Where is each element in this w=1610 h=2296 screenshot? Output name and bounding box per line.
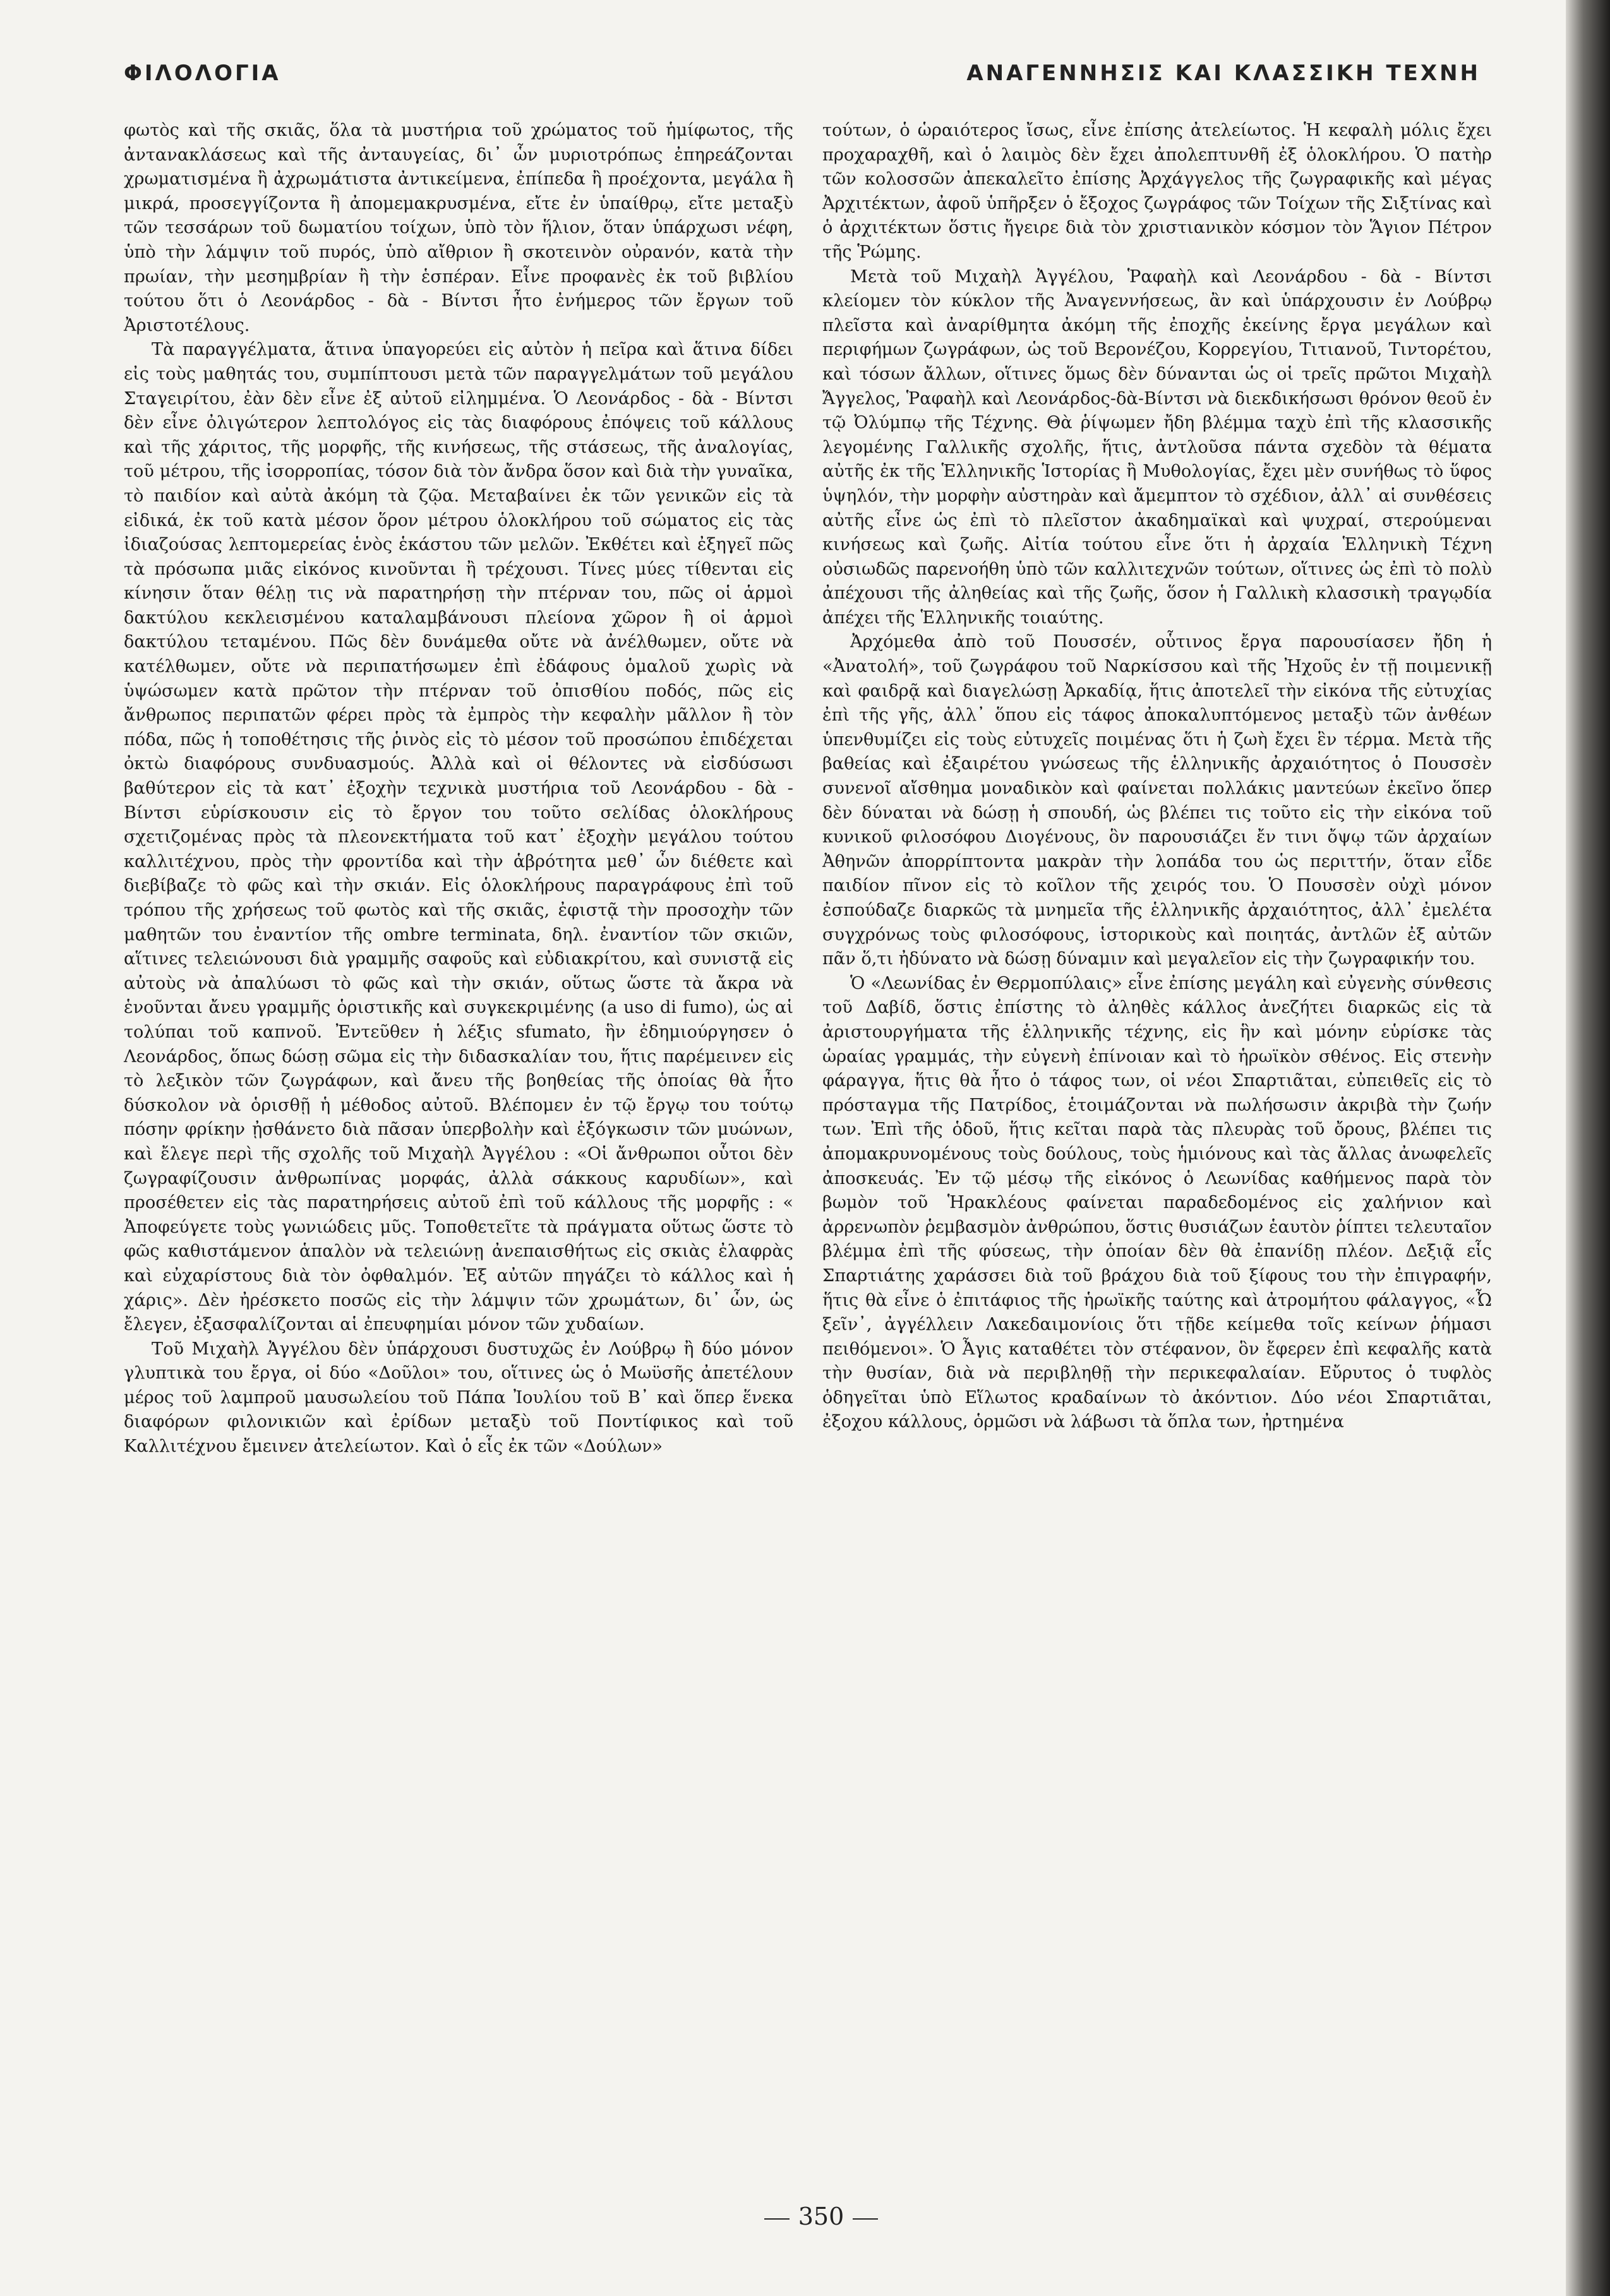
- left-column: [124, 119, 793, 1459]
- paragraph: Μετὰ τοῦ Μιχαὴλ Ἀγγέλου, Ῥαφαὴλ καὶ Λεονάρδου - δὰ - Βίντσι κλείομεν τὸν κύκλον τῆς Ἀναγεννήσεως, ἂν καὶ ὑπάρχουσιν ἐν Λούβρῳ πλεῖστα καὶ ἀναρίθμητα ἀκόμη τῆς ἐποχῆς ἐκείνης ἔργα μεγάλων καὶ περιφήμων ζωγράφων, ὡς τοῦ Βερονέζου, Κορρεγίου, Τιτιανοῦ, Τιντορέτου, καὶ τόσων ἄλλων, οἵτινες ὅμως δὲν δύνανται ὡς οἱ τρεῖς πρῶτοι Μιχαὴλ Ἄγγελος, Ῥαφαὴλ καὶ Λεονάρδος-δὰ-Βίντσι νὰ διεκδικήσωσι θρόνον θεοῦ ἐν τῷ Ὀλύμπῳ τῆς Τέχνης. Θὰ ῥίψωμεν ἤδη βλέμμα ταχὺ ἐπὶ τῆς κλασσικῆς λεγομένης Γαλλικῆς σχολῆς, ἥτις, ἀντλοῦσα πάντα σχεδὸν τὰ θέματα αὐτῆς ἐκ τῆς Ἑλληνικῆς Ἱστορίας ἢ Μυθολογίας, ἔχει μὲν συνήθως τὸ ὕφος ὑψηλόν, τὴν μορφὴν αὐστηρὰν καὶ ἄμεμπτον τὸ σχέδιον, ἀλλ᾽ αἱ συνθέσεις αὐτῆς εἶνε ὡς ἐπὶ τὸ πλεῖστον ἀκαδημαϊκαὶ καὶ ψυχραί, στερούμεναι κινήσεως καὶ ζωῆς. Αἰτία τούτου εἶνε ὅτι ἡ ἀρχαία Ἑλληνικὴ Τέχνη οὐσιωδῶς παρενοήθη ὑπὸ τῶν καλλιτεχνῶν τούτων, οἵτινες ὡς ἐπὶ τὸ πολὺ ἀπέχουσι τῆς ἀληθείας καὶ τῆς ζωῆς, ὅσον ἡ Γαλλικὴ κλασσικὴ τραγῳδία ἀπέχει τῆς Ἑλληνικῆς τοιαύτης.: [822, 266, 1492, 628]
- dash-right: [853, 2218, 878, 2220]
- page-number: 350: [798, 2203, 844, 2230]
- page-number-footer: [745, 2203, 897, 2230]
- paragraph: φωτὸς καὶ τῆς σκιᾶς, ὅλα τὰ μυστήρια τοῦ χρώματος τοῦ ἡμίφωτος, τῆς ἀντανακλάσεως καὶ τῆς ἀνταυγείας, δι᾽ ὧν μυριοτρόπως ἐπηρεάζονται χρωματισμένα ἢ ἀχρωμάτιστα ἀντικείμενα, ἐπίπεδα ἢ προέχοντα, μεγάλα ἢ μικρά, προσεγγίζοντα ἢ ἀπομεμακρυσμένα, εἴτε ἐν ὑπαίθρῳ, εἴτε μεταξὺ τῶν τεσσάρων τοῦ δωματίου τοίχων, ὑπὸ τὸν ἥλιον, ὅταν ὑπάρχωσι νέφη, ὑπὸ τὴν λάμψιν τοῦ πυρός, ὑπὸ αἴθριον ἢ σκοτεινὸν οὐρανόν, κατὰ τὴν πρωίαν, τὴν μεσημβρίαν ἢ τὴν ἑσπέραν. Εἶνε προφανὲς ἐκ τοῦ βιβλίου τούτου ὅτι ὁ Λεονάρδος - δὰ - Βίντσι ἦτο ἐνήμερος τῶν ἔργων τοῦ Ἀριστοτέλους.: [124, 121, 793, 335]
- right-column: [822, 119, 1492, 1435]
- paragraph: Τοῦ Μιχαὴλ Ἀγγέλου δὲν ὑπάρχουσι δυστυχῶς ἐν Λούβρῳ ἢ δύο μόνον γλυπτικὰ του ἔργα, οἱ δύο «Δοῦλοι» του, οἵτινες ὡς ὁ Μωϋσῆς ἀπετέλουν μέρος τοῦ λαμπροῦ μαυσωλείου τοῦ Πάπα Ἰουλίου τοῦ Β᾽ καὶ ὅπερ ἕνεκα διαφόρων φιλονικιῶν καὶ ἐρίδων μεταξὺ τοῦ Ποντίφικος καὶ τοῦ Καλλιτέχνου ἔμεινεν ἀτελείωτον. Καὶ ὁ εἷς ἐκ τῶν «Δούλων»: [124, 1339, 793, 1457]
- running-head-left: ΦΙΛΟΛΟΓΙΑ: [124, 61, 281, 86]
- running-head-right: ΑΝΑΓΕΝΝΗΣΙΣ ΚΑΙ ΚΛΑΣΣΙΚΗ ΤΕΧΝΗ: [966, 61, 1481, 86]
- dash-left: [764, 2218, 790, 2220]
- paragraph: Ἀρχόμεθα ἀπὸ τοῦ Πουσσέν, οὗτινος ἔργα παρουσίασεν ἤδη ἡ «Ἀνατολή», τοῦ ζωγράφου τοῦ Ναρκίσσου καὶ τῆς Ἠχοῦς ἐν τῇ ποιμενικῇ καὶ φαιδρᾷ καὶ διαγελώσῃ Ἀρκαδίᾳ, ἥτις ἀποτελεῖ τὴν εἰκόνα τῆς εὐτυχίας ἐπὶ τῆς γῆς, ἀλλ᾽ ὅπου εἰς τάφος ἀποκαλυπτόμενος μεταξὺ τῶν ἀνθέων ὑπενθυμίζει εἰς τοὺς εὐτυχεῖς ποιμένας ὅτι ἡ ζωὴ ἔχει ἓν τέρμα. Μετὰ τῆς βαθείας καὶ ἐξαιρέτου γνώσεως τῆς ἑλληνικῆς ἀρχαιότητος ὁ Πουσσὲν συνενοῖ αἴσθημα μοναδικὸν καὶ φαίνεται πολλάκις μαντεύων ἐκεῖνο ὅπερ δὲν δύναται νὰ δώσῃ ἡ σπουδή, ὡς βλέπει τις τοῦτο εἰς τὴν εἰκόνα τοῦ κυνικοῦ φιλοσόφου Διογένους, ὃν παρουσιάζει ἔν τινι ὄψῳ τῶν ἀρχαίων Ἀθηνῶν ἀπορρίπτοντα μακρὰν τὴν λοπάδα του ὡς περιττήν, ὅταν εἶδε παιδίον πῖνον εἰς τὸ κοῖλον τῆς χειρός του. Ὁ Πουσσὲν οὐχὶ μόνον ἐσπούδαζε διαρκῶς τὰ μνημεῖα τῆς ἑλληνικῆς ἀρχαιότητος, ἀλλ᾽ ἐμελέτα συγχρόνως τοὺς φιλοσόφους, ἱστορικοὺς καὶ ποιητάς, ἀντλῶν ἐξ αὐτῶν πᾶν ὅ,τι ἠδύνατο νὰ δώσῃ δύναμιν καὶ μεγαλεῖον εἰς τὴν ζωγραφικήν του.: [822, 632, 1492, 969]
- paragraph: Ὁ «Λεωνίδας ἐν Θερμοπύλαις» εἶνε ἐπίσης μεγάλη καὶ εὐγενὴς σύνθεσις τοῦ Δαβίδ, ὅστις ἐπίστης τὸ ἀληθὲς κάλλος ἀνεζήτει διαρκῶς εἰς τὰ ἀριστουργήματα τῆς ἑλληνικῆς τέχνης, εἰς ἣν καὶ μόνην εὑρίσκε τὰς ὡραίας γραμμάς, τὴν εὐγενὴ ἐπίνοιαν καὶ τὸ ἡρωϊκὸν σθένος. Εἰς στενὴν φάραγγα, ἥτις θὰ ἦτο ὁ τάφος των, οἱ νέοι Σπαρτιᾶται, εὐπειθεῖς εἰς τὸ πρόσταγμα τῆς Πατρίδος, ἑτοιμάζονται νὰ πωλήσωσιν ἀκριβὰ τὴν ζωήν των. Ἐπὶ τῆς ὁδοῦ, ἥτις κεῖται παρὰ τὰς πλευρὰς τοῦ ὄρους, βλέπει τις ἀπομακρυνομένους τοὺς δούλους, τοὺς ἡμιόνους καὶ τὰς ἄλλας ἀνωφελεῖς ἀποσκευάς. Ἐν τῷ μέσῳ τῆς εἰκόνος ὁ Λεωνίδας καθήμενος παρὰ τὸν βωμὸν τοῦ Ἡρακλέους φαίνεται παραδεδομένος εἰς χαλήνιον καὶ ἀρρενωπὸν ῥεμβασμὸν ἀνθρώπου, ὅστις θυσιάζων ἑαυτὸν ῥίπτει τελευταῖον βλέμμα ἐπὶ τῆς φύσεως, τὴν ὁποίαν δὲν θὰ ἐπανίδῃ πλέον. Δεξιᾷ εἷς Σπαρτιάτης χαράσσει διὰ τοῦ βράχου διὰ τοῦ ξίφους του τὴν ἐπιγραφήν, ἥτις θὰ εἶνε ὁ ἐπιτάφιος τῆς ἡρωϊκῆς ταύτης καὶ ἀτρομήτου φάλαγγος, «Ὦ ξεῖν᾽, ἀγγέλλειν Λακεδαιμονίοις ὅτι τῇδε κείμεθα τοῖς κείνων ῥήμασι πειθόμενοι». Ὁ Ἆγις καταθέτει τὸν στέφανον, ὃν ἔφερεν ἐπὶ κεφαλῆς κατὰ τὴν θυσίαν, διὰ νὰ περιβληθῇ τὴν περικεφαλαίαν. Εὔρυτος ὁ τυφλὸς ὁδηγεῖται ὑπὸ Εἵλωτος κραδαίνων τὸ ἀκόντιον. Δύο νέοι Σπαρτιᾶται, ἐξοχου κάλλους, ὁρμῶσι νὰ λάβωσι τὰ ὅπλα των, ἠρτημένα: [822, 973, 1492, 1432]
- paragraph: τούτων, ὁ ὡραιότερος ἴσως, εἶνε ἐπίσης ἀτελείωτος. Ἡ κεφαλὴ μόλις ἔχει προχαραχθῆ, καὶ ὁ λαιμὸς δὲν ἔχει ἀπολεπτυνθῆ ἐξ ὁλοκλήρου. Ὁ πατὴρ τῶν κολοσσῶν ἀπεκαλεῖτο ἐπίσης Ἀρχάγγελος τῆς ζωγραφικῆς καὶ μέγας Ἀρχιτέκτων, ἀφοῦ ὑπῆρξεν ὁ ἔξοχος ζωγράφος τῶν Τοίχων τῆς Σιξτίνας καὶ ὁ ἀρχιτέκτων ὅστις ἤγειρε διὰ τὸν χριστιανικὸν κόσμον τὸν Ἅγιον Πέτρον τῆς Ῥώμης.: [822, 121, 1492, 262]
- paragraph: Τὰ παραγγέλματα, ἅτινα ὑπαγορεύει εἰς αὐτὸν ἡ πεῖρα καὶ ἅτινα δίδει εἰς τοὺς μαθητάς του, συμπίπτουσι μετὰ τῶν παραγγελμάτων τοῦ μεγάλου Σταγειρίτου, ἐὰν δὲν εἶνε ἐξ αὐτοῦ εἰλημμένα. Ὁ Λεονάρδος - δὰ - Βίντσι δὲν εἶνε ὀλιγώτερον λεπτολόγος εἰς τὰς διαφόρους ἐπόψεις τοῦ κάλλους καὶ τῆς χάριτος, τῆς μορφῆς, τῆς κινήσεως, τῆς στάσεως, τῆς ἀναλογίας, τοῦ μέτρου, τῆς ἰσορροπίας, τόσον διὰ τὸν ἄνδρα ὅσον καὶ διὰ τὴν γυναῖκα, τὸ παιδίον καὶ αὐτὰ ἀκόμη τὰ ζῷα. Μεταβαίνει ἐκ τῶν γενικῶν εἰς τὰ εἰδικά, ἐκ τοῦ κατὰ μέσον ὅρον μέτρου ὁλοκλήρου τοῦ σώματος εἰς τὰς ἰδιαζούσας λεπτομερείας ἑνὸς ἑκάστου τῶν μελῶν. Ἐκθέτει καὶ ἐξηγεῖ πῶς τὰ πρόσωπα μιᾶς εἰκόνος κινοῦνται ἢ τρέχουσι. Τίνες μύες τίθενται εἰς κίνησιν ὅταν θέλῃ τις νὰ παρατηρήσῃ τὴν πτέρναν του, πῶς οἱ ἁρμοὶ δακτύλου κεκλεισμένου καταλαμβάνουσι πλείονα χῶρον ἢ οἱ ἁρμοὶ δακτύλου τεταμένου. Πῶς δὲν δυνάμεθα οὔτε νὰ ἀνέλθωμεν, οὔτε νὰ κατέλθωμεν, οὔτε νὰ περιπατήσωμεν ἐπὶ ἐδάφους ὁμαλοῦ χωρὶς νὰ ὑψώσωμεν κατὰ πρῶτον τὴν πτέρναν τοῦ ὀπισθίου ποδός, πῶς εἰς ἄνθρωπος περιπατῶν φέρει πρὸς τὰ ἐμπρὸς τὴν κεφαλὴν μᾶλλον ἢ τὸν πόδα, πῶς ἡ τοποθέτησις τῆς ῥινὸς εἰς τὸ μέσον τοῦ προσώπου ἐπιδέχεται ὀκτὼ διαφόρους συνδυασμούς. Ἀλλὰ καὶ οἱ θέλοντες νὰ εἰσδύσωσι βαθύτερον εἰς τὰ κατ᾽ ἐξοχὴν τεχνικὰ μυστήρια τοῦ Λεονάρδου - δὰ - Βίντσι εὑρίσκουσιν εἰς τὸ ἔργον του τοῦτο σελίδας ὁλοκλήρους σχετιζομένας πρὸς τὰ πλεονεκτήματα τοῦ κατ᾽ ἐξοχὴν μεγάλου τούτου καλλιτέχνου, πρὸς τὴν φροντίδα καὶ τὴν ἁβρότητα μεθ᾽ ὧν διέθετε καὶ διεβίβαζε τὸ φῶς καὶ τὴν σκιάν. Εἰς ὁλοκλήρους παραγράφους ἐπὶ τοῦ τρόπου τῆς χρήσεως τοῦ φωτὸς καὶ τῆς σκιᾶς, ἐφιστᾷ τὴν προσοχὴν τῶν μαθητῶν του ἐναντίον τῆς ombre terminata, δηλ. ἐναντίον τῶν σκιῶν, αἵτινες τελειώνουσι διὰ γραμμῆς σαφοῦς καὶ εὐδιακρίτου, καὶ συνιστᾷ εἰς αὐτοὺς νὰ ἀπαλύωσι τὸ φῶς καὶ τὴν σκιάν, οὕτως ὥστε τὰ ἄκρα νὰ ἑνοῦνται ἄνευ γραμμῆς ὁριστικῆς καὶ συγκεκριμένης (a uso di fumo), ὡς αἱ τολύπαι τοῦ καπνοῦ. Ἐντεῦθεν ἡ λέξις sfumato, ἣν ἐδημιούργησεν ὁ Λεονάρδος, ὅπως δώσῃ σῶμα εἰς τὴν διδασκαλίαν του, ἥτις παρέμεινεν εἰς τὸ λεξικὸν τῶν ζωγράφων, καὶ ἄνευ τῆς βοηθείας τῆς ὁποίας θὰ ἦτο δύσκολον νὰ ὁρισθῇ ἡ μέθοδος αὐτοῦ. Βλέπομεν ἐν τῷ ἔργῳ του τούτῳ πόσην φρίκην ᾐσθάνετο διὰ πᾶσαν ὑπερβολὴν καὶ ἐξόγκωσιν τῶν μυώνων, καὶ ἔλεγε περὶ τῆς σχολῆς τοῦ Μιχαὴλ Ἀγγέλου : «Οἱ ἄνθρωποι οὗτοι δὲν ζωγραφίζουσιν ἀνθρωπίνας μορφάς, ἀλλὰ σάκκους καρυδίων», καὶ προσέθετεν εἰς τὰς παρατηρήσεις αὐτοῦ ἐπὶ τοῦ κάλλους τῆς μορφῆς : « Ἀποφεύγετε τοὺς γωνιώδεις μῦς. Τοποθετεῖτε τὰ πράγματα οὕτως ὥστε τὸ φῶς καθιστάμενον ἁπαλὸν νὰ τελειώνῃ ἀνεπαισθήτως εἰς σκιὰς ἐλαφρὰς καὶ εὐχαρίστους διὰ τὸν ὀφθαλμόν. Ἐξ αὐτῶν πηγάζει τὸ κάλλος καὶ ἡ χάρις». Δὲν ἠρέσκετο ποσῶς εἰς τὴν λάμψιν τῶν χρωμάτων, δι᾽ ὧν, ὡς ἔλεγεν, ἐξασφαλίζονται αἱ ἐπευφημίαι μόνον τῶν χυδαίων.: [124, 340, 793, 1335]
- binding-gutter: [1566, 0, 1610, 2296]
